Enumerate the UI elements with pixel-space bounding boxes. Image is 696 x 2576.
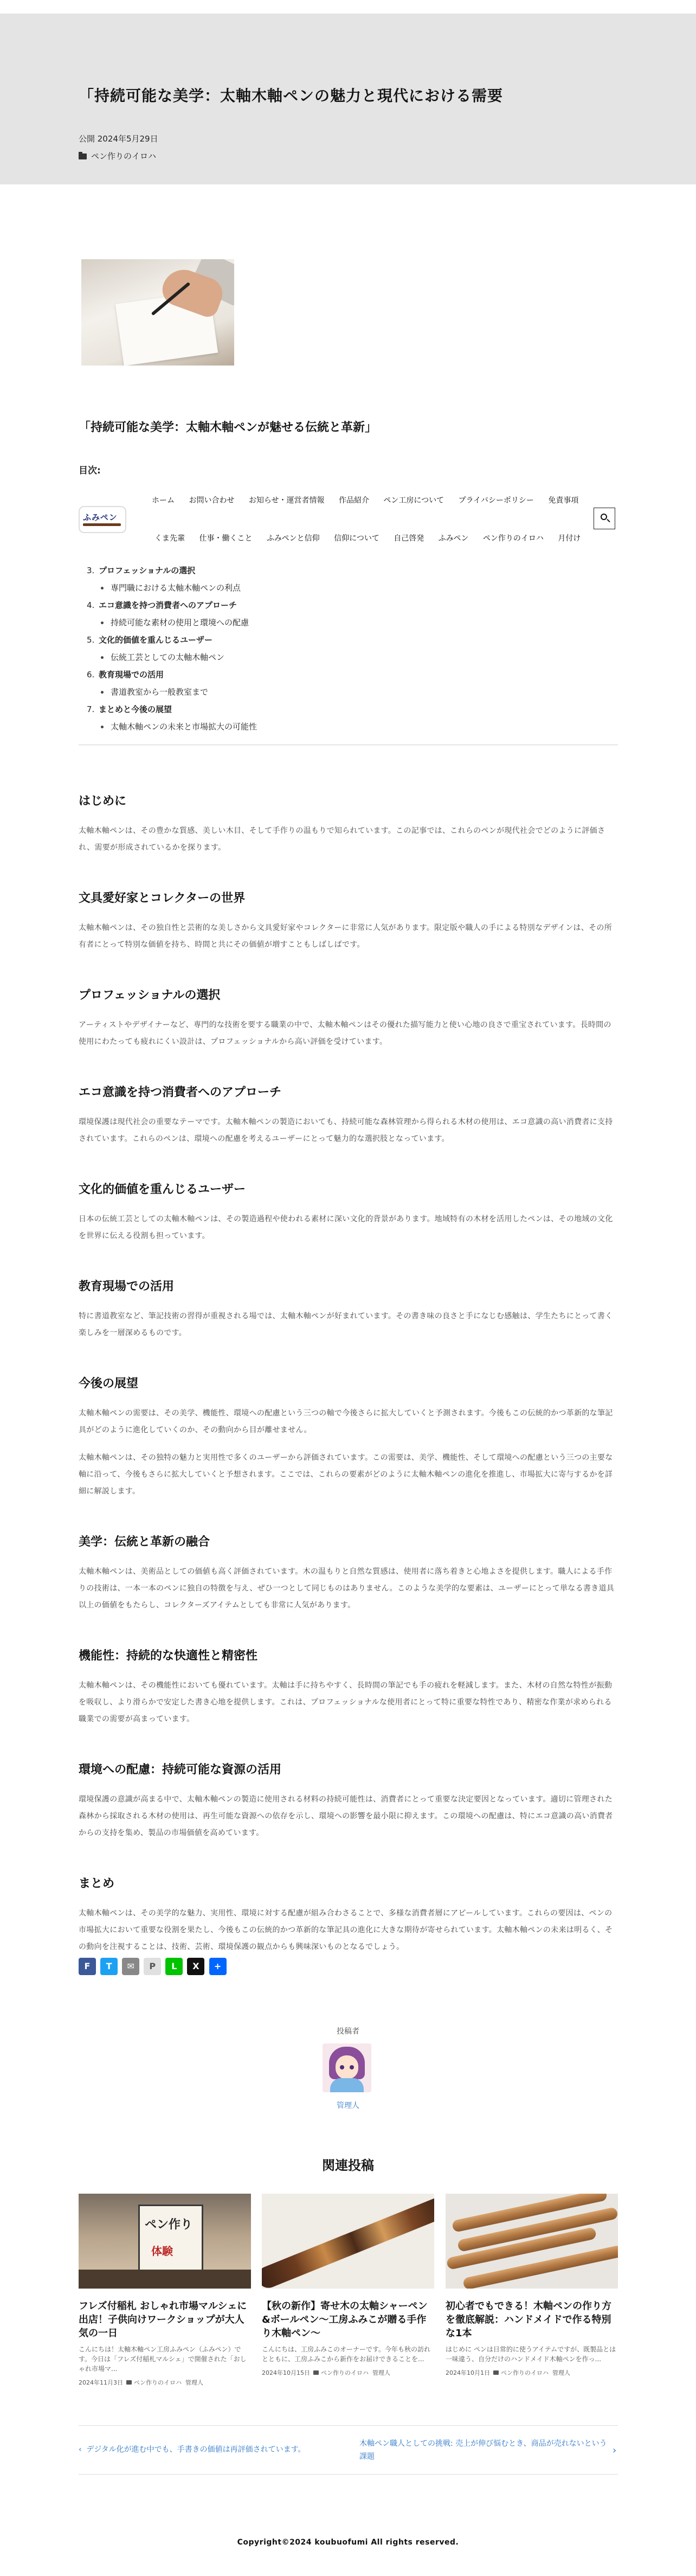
email-share-icon[interactable]: ✉: [122, 1958, 139, 1975]
menu-self-help[interactable]: 自己啓発: [394, 534, 424, 543]
section-heading: 機能性：持続的な快適性と精密性: [79, 1649, 258, 1663]
section-heading: 美学：伝統と革新の融合: [79, 1535, 210, 1549]
menu-works[interactable]: 作品紹介: [338, 496, 369, 505]
paragraph: 太軸木軸ペンは、その独特の魅力と実用性で多くのユーザーから評価されています。この需要は、美学、機能性、そして環境への配慮という三つの主要な軸に沿って、今後もさらに拡大していくと予想されます。ここでは、これらの要素がどのように太軸木軸ペンの進化を推進し、市場拡大に寄与するかを詳細に解説します。: [79, 1453, 613, 1496]
related-posts-title: 関連投稿: [322, 2158, 374, 2173]
site-logo[interactable]: [79, 506, 126, 533]
paragraph: 太軸木軸ペンは、その美学的な魅力、実用性、環境に対する配慮が組み合わさることで、多様な消費者層にアピールしています。これらの要因は、ペンの市場拡大において重要な役割を果たし、今後もこの伝統的かつ革新的な筆記具の進化に大きな期待が寄せられています。太軸木軸ペンの未来は明るく、その動向を注視することは、技術、芸術、環境保護の観点からも興味深いものとなるでしょう。: [79, 1909, 613, 1951]
more-share-icon[interactable]: +: [209, 1958, 227, 1975]
article-body: [79, 759, 618, 1966]
related-card-title[interactable]: フレズ付稲札 おしゃれ市場マルシェに出店！子供向けワークショップが大人気の一日: [79, 2301, 247, 2339]
search-icon: [601, 514, 607, 520]
section-heading: はじめに: [79, 794, 127, 808]
menu-contact[interactable]: お問い合わせ: [189, 496, 235, 505]
menu-faith[interactable]: 信仰について: [334, 534, 379, 543]
section-heading: 今後の展望: [79, 1377, 139, 1390]
print-share-icon[interactable]: P: [144, 1958, 161, 1975]
twitter-share-icon[interactable]: T: [100, 1958, 118, 1975]
related-thumbnail[interactable]: [446, 2194, 618, 2289]
section-heading: 環境への配慮：持続可能な資源の活用: [79, 1763, 282, 1777]
folder-icon: [493, 2370, 499, 2375]
related-card[interactable]: [79, 2194, 251, 2387]
related-thumbnail[interactable]: [262, 2194, 434, 2289]
menu-faith-pen[interactable]: ふみペンと信仰: [266, 534, 320, 543]
section-heading: 文具愛好家とコレクターの世界: [79, 892, 246, 905]
category-label: ペン作りのイロハ: [91, 151, 157, 161]
paragraph: 特に書道教室など、筆記技術の習得が重視される場では、太軸木軸ペンが好まれています。その書き味の良さと手になじむ感触は、学生たちにとって書く楽しみを一層深めるものです。: [79, 1312, 613, 1337]
paragraph: 日本の伝統工芸としての太軸木軸ペンは、その製造過程や使われる素材に深い文化的背景があります。地域特有の木材を活用したペンは、その地域の文化を世界に伝える役割も担っています。: [79, 1215, 613, 1240]
post-navigation: [79, 2425, 618, 2474]
section-heading: 文化的価値を重んじるユーザー: [79, 1183, 246, 1196]
related-card-excerpt: はじめに ペンは日常的に使うアイテムですが、既製品とは一味違う、自分だけのハンドメイド木軸ペンを作っ...: [446, 2346, 616, 2363]
menu-news[interactable]: お知らせ・運営者情報: [248, 496, 325, 505]
related-card-meta: 2024年10月15日 ペン作りのイロハ 管理人: [262, 2369, 390, 2376]
section-heading: まとめ: [79, 1877, 115, 1891]
paragraph: アーティストやデザイナーなど、専門的な技術を要する職業の中で、太軸木軸ペンはその優れた描写能力と使い心地の良さで重宝されています。長時間の使用にわたっても疲れにくい設計は、プロフェッショナルから高い評価を受けています。: [79, 1021, 611, 1046]
folder-icon: [79, 153, 87, 159]
related-card-meta: 2024年11月3日 ペン作りのイロハ 管理人: [79, 2379, 203, 2386]
paragraph: 太軸木軸ペンは、その機能性においても優れています。太軸は手に持ちやすく、長時間の筆記でも手の疲れを軽減します。また、木材の自然な特性が振動を吸収し、より滑らかで安定した書き心地を提供します。これは、プロフェッショナルな使用者にとって特に重要な特性であり、精密な作業が求められる職業での需要が高まっています。: [79, 1681, 613, 1723]
paragraph: 太軸木軸ペンは、美術品としての価値も高く評価されています。木の温もりと自然な質感は、使用者に落ち着きと心地よさを提供します。職人による手作りの技術は、一本一本のペンに独自の特徴を与え、ぜひ一つとして同じものはありません。このような美学的な要素は、ユーザーにとって単なる書き道具以上の価値をもたらし、コレクターズアイテムとしても非常に人気があります。: [79, 1567, 615, 1610]
menu-pen-basics[interactable]: ペン作りのイロハ: [482, 534, 544, 543]
paragraph: 太軸木軸ペンの需要は、その美学、機能性、環境への配慮という三つの軸で今後さらに拡大していくと予測されます。今後もこの伝統的かつ革新的な筆記具がどのように進化していくのか、その動向から目が離せません。: [79, 1409, 613, 1434]
toc-item[interactable]: 6. 教育現場での活用: [87, 670, 164, 680]
category-menu: [154, 533, 592, 543]
toc-list: [87, 562, 520, 735]
toc-subitem[interactable]: 持続可能な素材の使用と環境への配慮: [87, 614, 520, 631]
folder-icon: [126, 2380, 132, 2385]
related-thumbnail[interactable]: ペン作り 体験: [79, 2194, 251, 2289]
related-card-title[interactable]: 初心者でもできる！木軸ペンの作り方を徹底解説：ハンドメイドで作る特別な1本: [446, 2301, 611, 2339]
related-card-title[interactable]: 【秋の新作】寄せ木の太軸シャーペン&ボールペン～工房ふみこが贈る手作り木軸ペン～: [262, 2301, 428, 2339]
toc-subitem[interactable]: 専門職における太軸木軸ペンの利点: [87, 579, 520, 597]
logo-text: ふみペン: [83, 512, 118, 522]
chevron-left-icon: ‹: [79, 2445, 87, 2454]
toc-item[interactable]: 7. まとめと今後の展望: [87, 704, 172, 714]
author-avatar[interactable]: [323, 2043, 371, 2092]
search-button[interactable]: [594, 508, 615, 529]
related-card[interactable]: [262, 2194, 434, 2377]
toc-label: 目次:: [79, 465, 101, 476]
toc-subitem[interactable]: 伝統工芸としての太軸木軸ペン: [87, 649, 520, 666]
x-share-icon[interactable]: X: [187, 1958, 204, 1975]
menu-work[interactable]: 仕事・働くこと: [199, 534, 253, 543]
toc-subitem[interactable]: 書道教室から一般教室まで: [87, 683, 520, 701]
post-heading: 「持続可能な美学：太軸木軸ペンが魅せる伝統と革新」: [79, 421, 377, 434]
section-heading: 教育現場での活用: [79, 1280, 175, 1293]
prev-post-link[interactable]: ‹ デジタル化が進む中でも、手書きの価値は再評価されています。: [79, 2445, 306, 2454]
related-card-excerpt: こんにちは、工房ふみこのオーナーです。今年も秋の訪れとともに、工房ふみこから新作をお届けできることを...: [262, 2346, 431, 2363]
toc-item[interactable]: 3. プロフェッショナルの選択: [87, 566, 196, 575]
related-card[interactable]: [446, 2194, 618, 2377]
toc-item[interactable]: 4. エコ意識を持つ消費者へのアプローチ: [87, 600, 237, 610]
menu-home[interactable]: ホーム: [152, 496, 175, 505]
paragraph: 太軸木軸ペンは、その豊かな質感、美しい木目、そして手作りの温もりで知られています。この記事では、これらのペンが現代社会でどのように評価され、需要が形成されているかを探ります。: [79, 826, 605, 852]
paragraph: 環境保護の意識が高まる中で、太軸木軸ペンの製造に使用される材料の持続可能性は、消費者にとって重要な決定要因となっています。適切に管理された森林から採取される木材の使用は、再生可能な資源への依存を示し、環境への影響を最小限に抑えます。この環境への配慮は、特にエコ意識の高い消費者からの支持を集め、製品の市場価値を高めています。: [79, 1795, 613, 1837]
related-card-meta: 2024年10月1日 ペン作りのイロハ 管理人: [446, 2369, 570, 2376]
featured-image: [81, 259, 234, 366]
share-buttons: [79, 1958, 228, 1975]
chevron-right-icon[interactable]: ›: [613, 2445, 617, 2456]
related-card-excerpt: こんにちは！太軸木軸ペン工房ふみペン（ふみペン）です。今日は「フレズ付稲札マルシェ」で開催された「おしゃれ市場マ...: [79, 2346, 247, 2373]
menu-privacy[interactable]: プライバシーポリシー: [458, 496, 534, 505]
menu-monthly[interactable]: 月付け: [558, 534, 581, 543]
menu-about[interactable]: ペン工房について: [383, 496, 444, 505]
paragraph: 環境保護は現代社会の重要なテーマです。太軸木軸ペンの製造においても、持続可能な森林管理から得られる木材の使用は、エコ意識の高い消費者に支持されています。これらのペンは、環境への配慮を考えるユーザーにとって魅力的な選択肢となっています。: [79, 1118, 613, 1143]
menu-kuma[interactable]: くま先輩: [154, 534, 185, 543]
category-link[interactable]: [79, 150, 156, 162]
facebook-share-icon[interactable]: F: [79, 1958, 96, 1975]
author-label: 投稿者: [337, 2027, 359, 2036]
toc-subitem[interactable]: 太軸木軸ペンの未来と市場拡大の可能性: [87, 718, 520, 735]
section-heading: エコ意識を持つ消費者へのアプローチ: [79, 1086, 282, 1099]
publish-date: 公開 2024年5月29日: [79, 134, 158, 144]
line-share-icon[interactable]: L: [165, 1958, 183, 1975]
page-title: 「持続可能な美学：太軸木軸ペンの魅力と現代における需要: [79, 87, 504, 105]
site-navbar: [79, 488, 618, 550]
menu-disclaimer[interactable]: 免責事項: [548, 496, 579, 505]
toc-item[interactable]: 5. 文化的価値を重んじるユーザー: [87, 635, 213, 645]
folder-icon: [313, 2370, 319, 2375]
menu-fumipen[interactable]: ふみペン: [438, 534, 469, 543]
post-header: [0, 14, 696, 184]
next-post-link[interactable]: 木軸ペン職人としての挑戦: 売上が伸び悩むとき、商品が売れないという課題: [359, 2439, 607, 2461]
author-name-link[interactable]: 管理人: [337, 2101, 359, 2110]
paragraph: 太軸木軸ペンは、その独自性と芸術的な美しさから文具愛好家やコレクターに非常に人気があります。限定版や職人の手による特別なデザインは、その所有者にとって特別な価値を持ち、時間と共にその価値が増すこともしばしばです。: [79, 924, 613, 949]
section-heading: プロフェッショナルの選択: [79, 989, 221, 1002]
footer-copyright: Copyright©2024 koubuofumi All rights reserved.: [237, 2538, 459, 2547]
main-menu: [152, 495, 590, 505]
